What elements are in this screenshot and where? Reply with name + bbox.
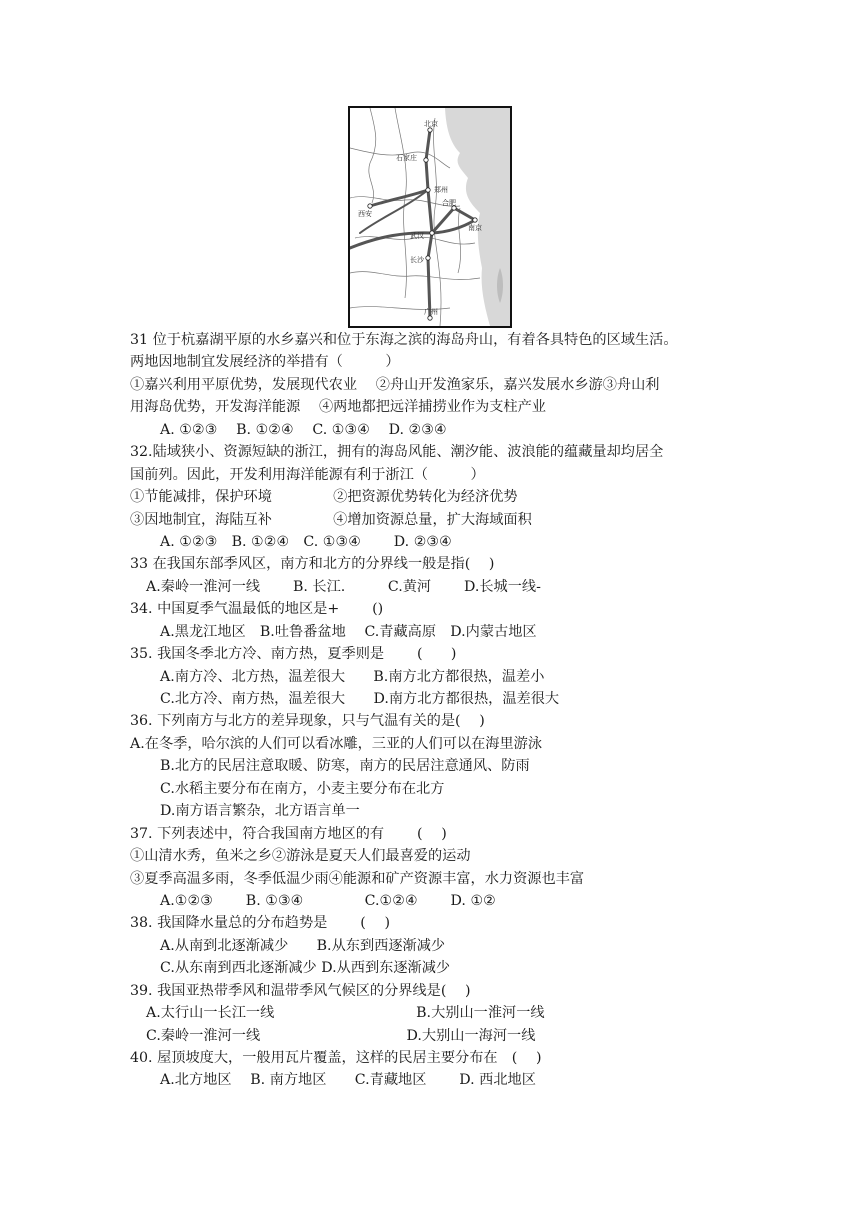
city-label-beijing: 北京	[424, 120, 438, 128]
question-33-stem: 33 在我国东部季风区，南方和北方的分界线一般是指( )	[130, 556, 495, 573]
question-36-choice-a: A.在冬季，哈尔滨的人们可以看冰雕，三亚的人们可以在海里游泳	[130, 735, 543, 752]
question-31-options-line-1: ①嘉兴利用平原优势，发展现代农业 ②舟山开发渔家乐，嘉兴发展水乡游③舟山利	[130, 376, 660, 393]
question-37-options-line-1: ①山清水秀，鱼米之乡②游泳是夏天人们最喜爱的运动	[130, 848, 471, 865]
question-34-choices: A.黑龙江地区 B.吐鲁番盆地 C.青藏高原 D.内蒙古地区	[160, 623, 537, 640]
railway-map-svg	[350, 108, 510, 326]
question-32	[130, 441, 742, 553]
question-39-choices-line-1: A.太行山一长江一线 B.大别山一淮河一线	[146, 1005, 545, 1022]
question-32-stem-line-1: 32.陆域狭小、资源短缺的浙江，拥有的海岛风能、潮汐能、波浪能的蕴藏量却均居全	[130, 444, 664, 461]
question-31-stem-line-2: 两地因地制宜发展经济的举措有（ ）	[130, 354, 400, 371]
city-label-changsha: 长沙	[410, 256, 424, 264]
question-38	[130, 912, 742, 979]
question-38-stem: 38. 我国降水量总的分布趋势是 ( )	[130, 915, 390, 932]
question-40	[130, 1047, 742, 1092]
question-35	[130, 643, 742, 710]
question-37-stem: 37. 下列表述中，符合我国南方地区的有 ( )	[130, 825, 447, 842]
question-38-choices-line-1: A.从南到北逐渐减少 B.从东到西逐渐减少	[160, 937, 446, 954]
city-label-hefei: 合肥	[442, 199, 456, 207]
question-33-choices: A.秦岭一淮河一线 B. 长江. C.黄河 D.长城一线-	[146, 578, 541, 595]
question-38-choices-line-2: C.从东南到西北逐渐减少 D.从西到东逐渐减少	[160, 960, 451, 977]
city-label-wuhan: 武汉	[410, 232, 424, 240]
question-32-choices: A. ①②③ B. ①②④ C. ①③④ D. ②③④	[160, 533, 452, 550]
question-32-stem-line-2: 国前列。因此，开发利用海洋能源有利于浙江（ ）	[130, 466, 485, 483]
question-40-choices: A.北方地区 B. 南方地区 C.青藏地区 D. 西北地区	[160, 1072, 536, 1089]
question-36	[130, 710, 742, 822]
city-label-zhengzhou: 郑州	[434, 186, 448, 194]
question-31-options-line-2: 用海岛优势，开发海洋能源 ④两地都把远洋捕捞业作为支柱产业	[130, 399, 546, 416]
question-37-choices: A.①②③ B. ①③④ C.①②④ D. ①②	[160, 892, 496, 909]
question-39-stem: 39. 我国亚热带季风和温带季风气候区的分界线是( )	[130, 982, 471, 999]
question-35-stem: 35. 我国冬季北方冷、南方热，夏季则是 ( )	[130, 646, 457, 663]
zhengzhou-xian-line	[370, 190, 428, 206]
city-label-guangzhou: 广州	[424, 308, 438, 316]
question-34-stem: 34. 中国夏季气温最低的地区是+ ()	[130, 601, 384, 618]
question-31-choices: A. ①②③ B. ①②④ C. ①③④ D. ②③④	[160, 421, 447, 438]
question-32-options-line-1: ①节能减排，保护环境 ②把资源优势转化为经济优势	[130, 489, 518, 506]
question-31-stem-line-1: 31 位于杭嘉湖平原的水乡嘉兴和位于东海之滨的海岛舟山，有着各具特色的区域生活。	[130, 332, 678, 348]
question-34	[130, 598, 742, 643]
question-list	[130, 329, 742, 1092]
question-39	[130, 980, 742, 1047]
question-35-choices-line-2: C.北方冷、南方热，温差很大 D.南方北方都很热，温差很大	[160, 691, 560, 707]
question-37-options-line-2: ③夏季高温多雨，冬季低温少雨④能源和矿产资源丰富，水力资源也丰富	[130, 870, 585, 887]
question-36-stem: 36. 下列南方与北方的差异现象，只与气温有关的是( )	[130, 713, 485, 730]
question-36-choice-b: B.北方的民居注意取暖、防寒，南方的民居注意通风、防雨	[160, 758, 530, 775]
city-label-nanjing: 南京	[468, 224, 482, 232]
city-label-shijiazhuang: 石家庄	[396, 154, 417, 162]
question-36-choice-d: D.南方语言繁杂，北方语言单一	[160, 803, 360, 820]
question-33	[130, 553, 742, 598]
question-39-choices-line-2: C.秦岭一淮河一线 D.大别山一海河一线	[146, 1027, 536, 1044]
city-label-xian: 西安	[358, 210, 372, 218]
question-32-options-line-2: ③因地制宜，海陆互补 ④增加资源总量，扩大海域面积	[130, 511, 532, 528]
railway-map-figure	[348, 106, 512, 328]
question-31	[130, 329, 742, 441]
question-37	[130, 823, 742, 913]
question-35-choices-line-1: A.南方冷、北方热，温差很大 B.南方北方都很热，温差小	[160, 668, 545, 685]
question-36-choice-c: C.水稻主要分布在南方，小麦主要分布在北方	[160, 780, 445, 797]
question-40-stem: 40. 屋顶坡度大，一般用瓦片覆盖，这样的民居主要分布在 ( )	[130, 1050, 542, 1066]
